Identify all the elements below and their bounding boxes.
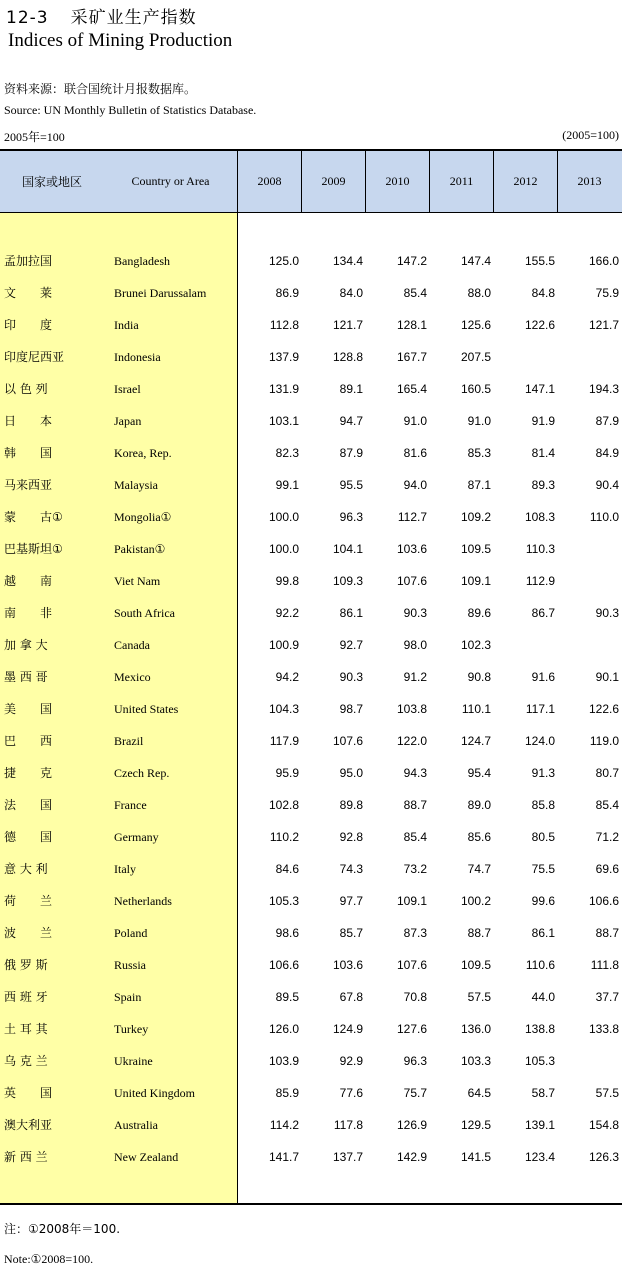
country-name-en: Brazil — [114, 734, 144, 748]
column-divider — [493, 149, 494, 213]
base-year-cn: 2005年=100 — [4, 130, 65, 144]
index-value-2012: 155.5 — [524, 254, 555, 268]
index-value-2012: 85.8 — [531, 798, 555, 812]
index-value-2013: 90.4 — [595, 478, 619, 492]
index-value-2008: 114.2 — [269, 1118, 299, 1132]
index-value-2009: 121.7 — [332, 318, 363, 332]
index-value-2011: 87.1 — [467, 478, 491, 492]
index-value-2009: 124.9 — [332, 1022, 363, 1036]
index-value-2008: 125.0 — [268, 254, 299, 268]
index-value-2012: 110.3 — [525, 542, 555, 556]
index-value-2011: 109.5 — [460, 542, 491, 556]
index-value-2009: 94.7 — [339, 414, 363, 428]
index-value-2011: 147.4 — [460, 254, 491, 268]
index-value-2011: 129.5 — [460, 1118, 491, 1132]
country-name-cn: 美 国 — [4, 702, 53, 716]
index-value-2010: 90.3 — [403, 606, 427, 620]
index-value-2009: 128.8 — [332, 350, 363, 364]
country-name-cn: 越 南 — [4, 574, 53, 588]
country-name-en: Ukraine — [114, 1054, 153, 1068]
country-name-cn: 以 色 列 — [4, 382, 48, 396]
index-value-2009: 74.3 — [339, 862, 363, 876]
column-divider — [429, 149, 430, 213]
country-name-cn: 加 拿 大 — [4, 638, 48, 652]
index-value-2009: 90.3 — [339, 670, 363, 684]
index-value-2009: 107.6 — [332, 734, 363, 748]
index-value-2012: 91.9 — [531, 414, 555, 428]
index-value-2008: 126.0 — [268, 1022, 299, 1036]
index-value-2011: 85.3 — [467, 446, 491, 460]
index-value-2008: 131.9 — [268, 382, 299, 396]
index-value-2009: 97.7 — [339, 894, 363, 908]
index-value-2013: 57.5 — [595, 1086, 619, 1100]
index-value-2011: 90.8 — [467, 670, 491, 684]
table-row — [0, 1013, 622, 1045]
page-title-cn — [6, 3, 197, 28]
index-value-2010: 91.2 — [403, 670, 427, 684]
index-value-2009: 86.1 — [339, 606, 363, 620]
index-value-2013: 69.6 — [595, 862, 619, 876]
index-value-2011: 207.5 — [460, 350, 491, 364]
index-value-2011: 64.5 — [467, 1086, 491, 1100]
index-value-2011: 95.4 — [467, 766, 491, 780]
table-row — [0, 597, 622, 629]
index-value-2012: 91.6 — [531, 670, 555, 684]
index-value-2008: 110.2 — [269, 830, 299, 844]
header-year-2009: 2009 — [321, 174, 346, 188]
index-value-2010: 122.0 — [396, 734, 427, 748]
country-name-en: Italy — [114, 862, 136, 876]
index-value-2009: 92.7 — [339, 638, 363, 652]
table-row — [0, 437, 622, 469]
index-value-2010: 85.4 — [403, 830, 427, 844]
index-value-2011: 85.6 — [467, 830, 491, 844]
index-value-2012: 108.3 — [524, 510, 555, 524]
index-value-2011: 109.2 — [460, 510, 491, 524]
country-name-cn: 波 兰 — [4, 926, 53, 940]
index-value-2013: 37.7 — [595, 990, 619, 1004]
source-note-cn: 资料来源：联合国统计月报数据库。 — [4, 82, 197, 96]
title-cn-text: 采矿业生产指数 — [70, 8, 197, 28]
table-row — [0, 245, 622, 277]
index-value-2009: 84.0 — [339, 286, 363, 300]
table-row — [0, 373, 622, 405]
table-row — [0, 885, 622, 917]
country-name-en: Japan — [114, 414, 142, 428]
index-value-2011: 89.6 — [467, 606, 491, 620]
country-name-en: Indonesia — [114, 350, 161, 364]
index-value-2009: 96.3 — [339, 510, 363, 524]
index-value-2009: 92.9 — [339, 1054, 363, 1068]
index-value-2010: 75.7 — [403, 1086, 427, 1100]
country-name-cn: 意 大 利 — [4, 862, 48, 876]
table-row — [0, 1109, 622, 1141]
index-value-2008: 92.2 — [275, 606, 299, 620]
table-row — [0, 949, 622, 981]
index-value-2011: 103.3 — [460, 1054, 491, 1068]
footnote-en: Note:①2008=100. — [4, 1252, 94, 1266]
header-country-cn: 国家或地区 — [21, 175, 82, 189]
index-value-2011: 102.3 — [460, 638, 491, 652]
base-year-en: (2005=100) — [562, 128, 619, 142]
table-row — [0, 789, 622, 821]
header-year-2013: 2013 — [577, 174, 602, 188]
index-value-2012 — [495, 629, 555, 661]
index-value-2008: 106.6 — [268, 958, 299, 972]
country-name-cn: 蒙 古① — [4, 510, 63, 524]
index-value-2013: 87.9 — [595, 414, 619, 428]
country-name-en: Israel — [114, 382, 141, 396]
country-name-en: Viet Nam — [114, 574, 161, 588]
index-value-2009: 134.4 — [332, 254, 363, 268]
index-value-2012: 91.3 — [531, 766, 555, 780]
country-name-cn: 马来西亚 — [4, 478, 53, 492]
column-divider — [365, 149, 366, 213]
index-value-2012: 58.7 — [531, 1086, 555, 1100]
index-value-2013: 126.3 — [588, 1150, 619, 1164]
column-divider — [557, 149, 558, 213]
country-name-en: Russia — [114, 958, 147, 972]
index-value-2012: 138.8 — [524, 1022, 555, 1036]
country-name-en: United States — [114, 702, 179, 716]
country-name-en: Turkey — [114, 1022, 149, 1036]
table-row — [0, 1077, 622, 1109]
country-name-cn: 捷 克 — [4, 766, 53, 780]
index-value-2011: 88.0 — [467, 286, 491, 300]
index-value-2013: 90.3 — [595, 606, 619, 620]
index-value-2009: 89.8 — [339, 798, 363, 812]
index-value-2010: 126.9 — [396, 1118, 427, 1132]
country-name-cn: 土 耳 其 — [4, 1022, 48, 1036]
index-value-2010: 70.8 — [403, 990, 427, 1004]
index-value-2011: 109.1 — [460, 574, 491, 588]
country-name-en: Czech Rep. — [114, 766, 170, 780]
country-name-en: Netherlands — [114, 894, 172, 908]
country-name-cn: 法 国 — [4, 798, 53, 812]
index-value-2008: 103.9 — [268, 1054, 299, 1068]
index-value-2011: 57.5 — [467, 990, 491, 1004]
header-year-2012: 2012 — [513, 174, 538, 188]
index-value-2012: 75.5 — [531, 862, 555, 876]
header-country-en: Country or Area — [131, 174, 210, 188]
country-name-en: Poland — [114, 926, 148, 940]
index-value-2008: 112.8 — [269, 318, 299, 332]
table-row — [0, 981, 622, 1013]
header-year-2011: 2011 — [449, 174, 474, 188]
index-value-2008: 100.0 — [268, 542, 299, 556]
index-value-2011: 125.6 — [460, 318, 491, 332]
country-name-en: Mongolia① — [114, 510, 172, 524]
table-row — [0, 405, 622, 437]
index-value-2013: 71.2 — [595, 830, 619, 844]
table-row — [0, 1141, 622, 1173]
index-value-2008: 141.7 — [268, 1150, 299, 1164]
index-value-2011: 91.0 — [467, 414, 491, 428]
index-value-2013 — [559, 533, 619, 565]
table-row — [0, 661, 622, 693]
index-value-2010: 96.3 — [403, 1054, 427, 1068]
index-value-2009: 95.5 — [339, 478, 363, 492]
index-value-2009: 89.1 — [339, 382, 363, 396]
index-value-2010: 103.6 — [396, 542, 427, 556]
index-value-2011: 100.2 — [460, 894, 491, 908]
table-row — [0, 917, 622, 949]
index-value-2008: 102.8 — [268, 798, 299, 812]
index-value-2012: 99.6 — [531, 894, 555, 908]
index-value-2008: 98.6 — [275, 926, 299, 940]
index-value-2012: 124.0 — [524, 734, 555, 748]
country-name-en: Brunei Darussalam — [114, 286, 207, 300]
table-row — [0, 629, 622, 661]
index-value-2013: 80.7 — [595, 766, 619, 780]
index-value-2012: 147.1 — [524, 382, 555, 396]
index-value-2013: 154.8 — [588, 1118, 619, 1132]
country-name-cn: 乌 克 兰 — [4, 1054, 48, 1068]
index-value-2008: 95.9 — [275, 766, 299, 780]
index-value-2008: 84.6 — [275, 862, 299, 876]
index-value-2013: 75.9 — [595, 286, 619, 300]
footnote-cn: 注：①2008年＝100. — [4, 1222, 121, 1236]
index-value-2013: 133.8 — [588, 1022, 619, 1036]
index-value-2013: 166.0 — [588, 254, 619, 268]
index-value-2010: 109.1 — [396, 894, 427, 908]
index-value-2010: 94.3 — [403, 766, 427, 780]
index-value-2013: 85.4 — [595, 798, 619, 812]
index-value-2013: 106.6 — [588, 894, 619, 908]
index-value-2013: 119.0 — [589, 734, 619, 748]
country-name-cn: 英 国 — [4, 1086, 53, 1100]
table-row — [0, 757, 622, 789]
page-title-en: Indices of Mining Production — [8, 30, 233, 51]
index-value-2013: 122.6 — [588, 702, 619, 716]
index-value-2010: 85.4 — [403, 286, 427, 300]
index-value-2011: 109.5 — [460, 958, 491, 972]
index-value-2009: 87.9 — [339, 446, 363, 460]
index-value-2013: 194.3 — [588, 382, 619, 396]
index-value-2011: 88.7 — [467, 926, 491, 940]
country-name-cn: 孟加拉国 — [4, 254, 53, 268]
country-name-en: Mexico — [114, 670, 151, 684]
index-value-2013: 121.7 — [588, 318, 619, 332]
index-value-2008: 82.3 — [275, 446, 299, 460]
index-value-2010: 91.0 — [403, 414, 427, 428]
index-value-2013 — [559, 1045, 619, 1077]
index-value-2012: 105.3 — [524, 1054, 555, 1068]
index-value-2012: 123.4 — [524, 1150, 555, 1164]
index-value-2010: 73.2 — [403, 862, 427, 876]
index-value-2008: 99.8 — [275, 574, 299, 588]
index-value-2010: 94.0 — [403, 478, 427, 492]
country-name-en: Australia — [114, 1118, 158, 1132]
country-name-cn: 印 度 — [4, 318, 53, 332]
index-value-2009: 98.7 — [339, 702, 363, 716]
index-value-2011: 74.7 — [467, 862, 491, 876]
index-value-2011: 89.0 — [467, 798, 491, 812]
index-value-2010: 127.6 — [396, 1022, 427, 1036]
country-name-cn: 澳大利亚 — [4, 1118, 53, 1132]
index-value-2008: 94.2 — [275, 670, 299, 684]
index-value-2012: 86.1 — [531, 926, 555, 940]
index-value-2009: 95.0 — [339, 766, 363, 780]
index-value-2010: 107.6 — [396, 574, 427, 588]
country-name-en: Bangladesh — [114, 254, 170, 268]
index-value-2012 — [495, 341, 555, 373]
index-value-2013: 110.0 — [589, 510, 619, 524]
index-value-2012: 86.7 — [531, 606, 555, 620]
index-value-2010: 147.2 — [396, 254, 427, 268]
column-divider — [301, 149, 302, 213]
index-value-2010: 167.7 — [396, 350, 427, 364]
index-value-2010: 88.7 — [403, 798, 427, 812]
country-name-en: France — [114, 798, 147, 812]
header-year-2010: 2010 — [385, 174, 410, 188]
country-name-en: Korea, Rep. — [114, 446, 172, 460]
index-value-2011: 124.7 — [460, 734, 491, 748]
country-name-cn: 巴 西 — [4, 734, 53, 748]
index-value-2009: 109.3 — [332, 574, 363, 588]
table-row — [0, 821, 622, 853]
index-value-2012: 110.6 — [525, 958, 555, 972]
table-row — [0, 277, 622, 309]
index-value-2012: 112.9 — [525, 574, 555, 588]
country-name-cn: 文 莱 — [4, 286, 53, 300]
index-value-2011: 110.1 — [461, 702, 491, 716]
index-value-2009: 92.8 — [339, 830, 363, 844]
index-value-2012: 89.3 — [531, 478, 555, 492]
source-note-en: Source: UN Monthly Bulletin of Statistics Database. — [4, 103, 257, 117]
mining-indices-table — [0, 149, 622, 1205]
index-value-2011: 141.5 — [460, 1150, 491, 1164]
index-value-2008: 89.5 — [275, 990, 299, 1004]
country-name-en: Spain — [114, 990, 142, 1004]
table-row — [0, 853, 622, 885]
index-value-2008: 85.9 — [275, 1086, 299, 1100]
country-name-en: Germany — [114, 830, 159, 844]
country-name-en: South Africa — [114, 606, 175, 620]
index-value-2010: 98.0 — [403, 638, 427, 652]
index-value-2008: 86.9 — [275, 286, 299, 300]
table-row — [0, 533, 622, 565]
country-name-cn: 荷 兰 — [4, 894, 53, 908]
country-name-cn: 墨 西 哥 — [4, 670, 48, 684]
table-row — [0, 1045, 622, 1077]
index-value-2008: 104.3 — [268, 702, 299, 716]
country-name-cn: 日 本 — [4, 414, 53, 428]
index-value-2012: 80.5 — [531, 830, 555, 844]
country-name-en: India — [114, 318, 139, 332]
table-row — [0, 341, 622, 373]
country-name-cn: 巴基斯坦① — [4, 542, 63, 556]
index-value-2009: 103.6 — [332, 958, 363, 972]
country-name-cn: 南 非 — [4, 606, 53, 620]
index-value-2012: 84.8 — [531, 286, 555, 300]
country-name-cn: 俄 罗 斯 — [4, 958, 48, 972]
table-bottom-rule — [0, 1203, 622, 1205]
index-value-2008: 117.9 — [269, 734, 299, 748]
table-number: 12-3 — [6, 8, 49, 28]
index-value-2012: 117.1 — [525, 702, 555, 716]
index-value-2008: 100.0 — [268, 510, 299, 524]
index-value-2013 — [559, 341, 619, 373]
index-value-2013: 90.1 — [595, 670, 619, 684]
index-value-2013: 88.7 — [595, 926, 619, 940]
header-year-2008: 2008 — [257, 174, 282, 188]
index-value-2009: 85.7 — [339, 926, 363, 940]
index-value-2009: 117.8 — [333, 1118, 363, 1132]
country-name-en: New Zealand — [114, 1150, 179, 1164]
table-row — [0, 693, 622, 725]
index-value-2010: 128.1 — [396, 318, 427, 332]
table-row — [0, 725, 622, 757]
index-value-2008: 105.3 — [268, 894, 299, 908]
index-value-2009: 77.6 — [339, 1086, 363, 1100]
index-value-2012: 81.4 — [531, 446, 555, 460]
country-name-en: Malaysia — [114, 478, 158, 492]
country-name-en: Pakistan① — [114, 542, 166, 556]
country-name-cn: 新 西 兰 — [4, 1150, 48, 1164]
country-name-cn: 韩 国 — [4, 446, 53, 460]
index-value-2012: 139.1 — [524, 1118, 555, 1132]
index-value-2009: 67.8 — [339, 990, 363, 1004]
country-name-cn: 印度尼西亚 — [4, 350, 65, 364]
index-value-2013 — [559, 629, 619, 661]
index-value-2010: 107.6 — [396, 958, 427, 972]
country-name-cn: 德 国 — [4, 830, 53, 844]
index-value-2012: 44.0 — [531, 990, 555, 1004]
index-value-2008: 99.1 — [275, 478, 299, 492]
index-value-2010: 112.7 — [397, 510, 427, 524]
index-value-2009: 104.1 — [332, 542, 363, 556]
index-value-2009: 137.7 — [332, 1150, 363, 1164]
index-value-2010: 87.3 — [403, 926, 427, 940]
index-value-2013: 84.9 — [595, 446, 619, 460]
index-value-2011: 160.5 — [460, 382, 491, 396]
index-value-2008: 103.1 — [268, 414, 299, 428]
index-value-2010: 81.6 — [403, 446, 427, 460]
country-name-cn: 西 班 牙 — [4, 990, 48, 1004]
country-name-en: Canada — [114, 638, 150, 652]
index-value-2010: 142.9 — [396, 1150, 427, 1164]
index-value-2012: 122.6 — [524, 318, 555, 332]
table-row — [0, 469, 622, 501]
index-value-2011: 136.0 — [460, 1022, 491, 1036]
table-row — [0, 501, 622, 533]
table-row — [0, 565, 622, 597]
index-value-2010: 103.8 — [396, 702, 427, 716]
index-value-2008: 137.9 — [268, 350, 299, 364]
index-value-2010: 165.4 — [396, 382, 427, 396]
index-value-2013 — [559, 565, 619, 597]
country-name-en: United Kingdom — [114, 1086, 195, 1100]
table-row — [0, 309, 622, 341]
index-value-2013: 111.8 — [590, 958, 619, 972]
index-value-2008: 100.9 — [268, 638, 299, 652]
